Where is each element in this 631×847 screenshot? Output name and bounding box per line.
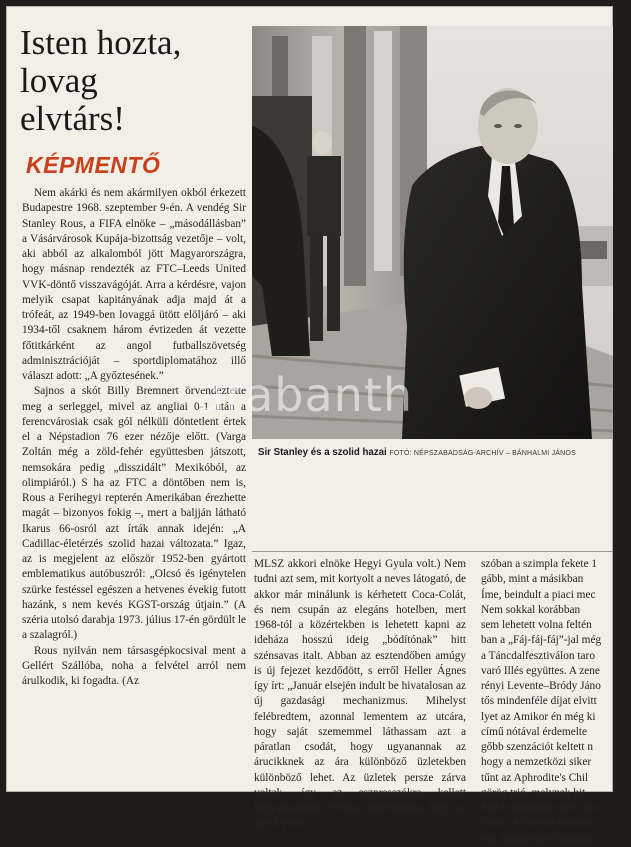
divider xyxy=(252,551,613,552)
paragraph-3: Rous nyilván nem társasgépkocsival ment a Gellért Szállóba, noha a felvétel arról nem árulkodik, ki fogadta. (Az xyxy=(22,644,246,687)
section-kicker: KÉPMENTŐ xyxy=(26,152,161,178)
column-3-line: görög trió, melynek hit xyxy=(481,786,586,799)
column-3-line: tős mindenféle díjat elvitt xyxy=(481,695,597,708)
column-3-line: sem lehetett volna feltén xyxy=(481,619,592,631)
headline xyxy=(20,24,250,138)
column-3-line: sos, billentyűse Vangelis v xyxy=(481,832,601,845)
column-3-line: ban a „Fáj-fáj-fáj”-jal még xyxy=(481,634,602,647)
column-3-line: hogy a nemzetközi siker xyxy=(481,756,592,769)
column-3-line: tűnt az Aphrodite's Chil xyxy=(481,771,589,784)
photo-caption xyxy=(258,447,618,458)
column-3-line: szóban a szimpla fekete 1 xyxy=(481,558,598,570)
caption-title: Sir Stanley és a szolid hazai xyxy=(258,447,387,458)
headline-line-3: elvtárs! xyxy=(20,99,125,138)
column-3-line: gább, mint a másikban xyxy=(481,573,584,586)
caption-credit: FOTÓ: NÉPSZABADSÁG-ARCHÍV – BÁNHALMI JÁNOS xyxy=(389,450,576,457)
column-3-line: lyet az Amikor én még ki xyxy=(481,710,596,723)
column-3-line: gőbb szenzációt keltett n xyxy=(481,741,593,753)
article-column-3 xyxy=(481,557,631,847)
column-3-line: rényi Levente–Bródy Jáno xyxy=(481,680,601,692)
column-3-line: Íme, beindult a piaci mec xyxy=(481,588,596,601)
article-column-2 xyxy=(254,557,466,832)
column-3-line: Nem sokkal korábban xyxy=(481,603,581,616)
headline-line-1: Isten hozta, xyxy=(20,23,182,62)
column-3-line: lította. A hármas énekese xyxy=(481,817,594,830)
column-3-line: Eső és könnyek egész Eur xyxy=(481,802,599,814)
column-3-line: varó Illés együttes. A zene xyxy=(481,664,600,677)
article-column-1 xyxy=(22,186,246,689)
column-3-line: című nótával érdemelte xyxy=(481,725,588,738)
newspaper-clipping xyxy=(6,6,613,845)
column-2-text: MLSZ akkori elnöke Hegyi Gyula volt.) Nem tudni azt sem, mit kortyolt a neves látogató, de akkor már minálunk is kérhetett Coca-Colát, és nem csupán az elegáns hotelben, mert 1968-tól a közértekben is lehetett kapni az ideháza hosszú ideig „bódítónak” hitt szénsavas italt. Abban az esztendőben amúgy is új fejezet kezdődött, s erről Heller Ágnes így írt: „Január elsején indult be hivatalosan az új gazdasági mechanizmus. Mihelyst felébredtem, azonnal lementem az utcára, hogy saját szememmel láthassam azt a páratlan csodát, hogy ugyanannak az árucikknek az ára különböző üzletekben különböző lehet. Az üzletek persze zárva voltak, így az eszpresszókra kellett hagyatkoznom. S mikor felfedeztem, hogy az egyik presz- xyxy=(254,558,466,830)
column-3-line: a Táncdalfesztiválon taro xyxy=(481,649,595,662)
watermark: arabanth xyxy=(196,368,414,422)
paragraph-1: Nem akárki és nem akármilyen okból érkezett Budapestre 1968. szeptember 9-én. A vendég Sir Stanley Rous, a FIFA elnöke – „másodállásban” a Vásárvárosok Kupája-bizottság vezetője – volt, aki abból az alkalomból jött Magyarországra, hogy másnap rendezték az FTC–Leeds United VVK-döntő visszavágóját. Arra a kérdésre, vajon melyik csapat kapitányának adja majd át a trófeát, az 1949-ben lovaggá ütött elöljáró – aki 1934-től csaknem három évtizeden át vezette főtitkárként az angol futballszövetség adminisztrációját – sportdiplomatához illő választ adott: „A győztesének.” xyxy=(22,187,246,382)
headline-line-2: lovag xyxy=(20,61,98,100)
paragraph-2: Sajnos a skót Billy Bremnert örvendeztette meg a serleggel, mivel az angliai 0-1 után a ferencvárosiak csak gól nélküli döntetlent értek el a Népstadion 76 ezer nézője előtt. (Varga Zoltán még a zöld-fehér együttesben játszott, nemsokára pedig „disszidált” Mexikóból, az olimpiáról.) S ha az FTC a döntőben nem is, Rous a Ferihegyi repterén Amerikában érezhette magát – bizonyos fokig –, mert a baljján látható Ikarus 66-osról azt írták annak idején: „A Cadillac-életérzés szolid hazai változata.” Igaz, az is megjelent az először 1952-ben gyártott emblematikus autóbuszról: „Olcsó és igénytelen szürke festéssel egészen a hetvenes évekig futott hazánk, s nem kevés KGST-ország útjain.” (A széria utolsó darabja 1973. július 17-én gördült le a szalagról.) xyxy=(22,385,247,642)
